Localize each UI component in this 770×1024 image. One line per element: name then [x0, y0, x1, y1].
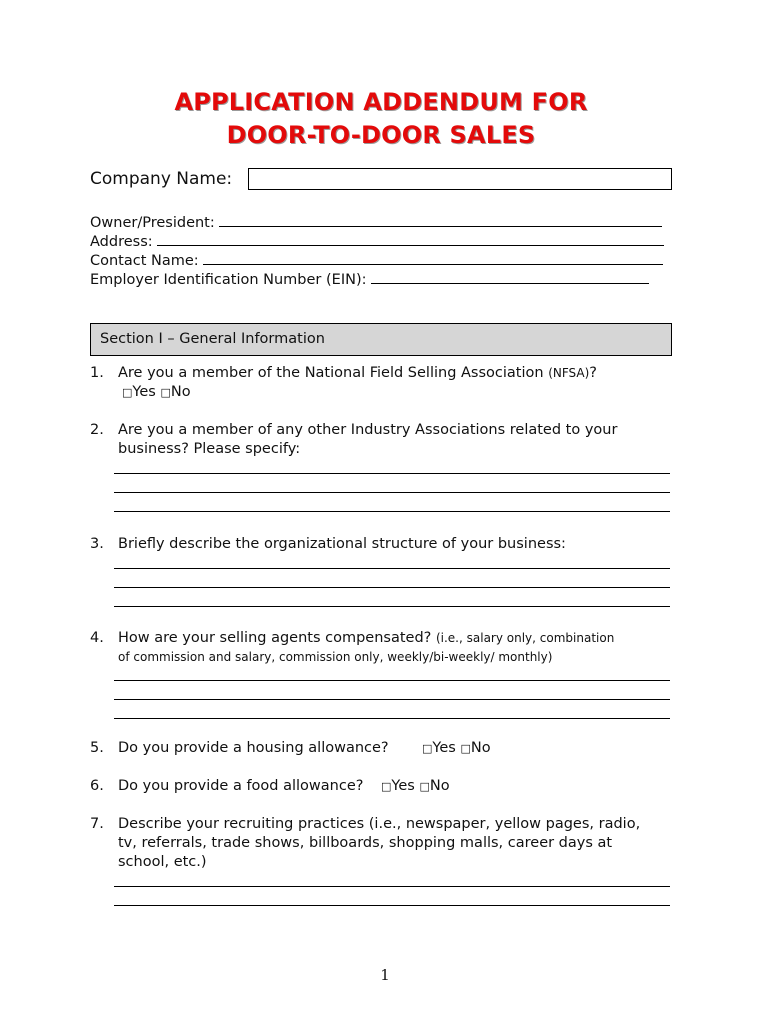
q4-answer-line-3[interactable] [114, 718, 670, 719]
q3-answer-line-1[interactable] [114, 568, 670, 569]
question-number: 5. [90, 740, 104, 756]
form-title [90, 86, 672, 152]
yes-label: Yes [432, 740, 456, 756]
title-line-2: DOOR-TO-DOOR SALES [226, 121, 536, 149]
contact-row [90, 251, 672, 271]
contact-label: Contact Name: [90, 253, 199, 269]
no-label: No [429, 778, 450, 794]
company-name-row [90, 168, 672, 192]
q2-answer-line-3[interactable] [114, 511, 670, 512]
question-text: Do you provide a housing allowance? [118, 740, 389, 756]
question-text-line-2: business? Please specify: [118, 441, 301, 457]
q4-answer-line-2[interactable] [114, 699, 670, 700]
q5-options [422, 739, 491, 758]
question-number: 1. [90, 365, 104, 381]
section-title: Section I – General Information [100, 331, 325, 347]
address-blank[interactable] [157, 232, 664, 246]
question-number: 7. [90, 816, 104, 832]
question-text: How are your selling agents compensated? [118, 630, 432, 646]
question-number: 3. [90, 536, 104, 552]
question-text-line-3: school, etc.) [118, 854, 207, 870]
contact-blank[interactable] [203, 251, 663, 265]
company-name-input[interactable] [248, 168, 672, 190]
yes-checkbox[interactable]: □ [381, 780, 392, 793]
q4-answer-line-1[interactable] [114, 680, 670, 681]
page-number: 1 [380, 966, 390, 984]
yes-label: Yes [132, 384, 156, 400]
q2-answer-line-1[interactable] [114, 473, 670, 474]
title-line-1: APPLICATION ADDENDUM FOR [174, 88, 588, 116]
yes-checkbox[interactable]: □ [122, 386, 133, 399]
yes-label: Yes [391, 778, 415, 794]
ein-row [90, 270, 672, 290]
address-label: Address: [90, 234, 153, 250]
nfsa-abbr: (NFSA) [548, 366, 590, 380]
question-note-2: of commission and salary, commission only, weekly/bi-weekly/ monthly) [118, 650, 553, 664]
question-text-line-2: tv, referrals, trade shows, billboards, shopping malls, career days at [118, 835, 613, 851]
question-number: 4. [90, 630, 104, 646]
question-text-line-1: Are you a member of any other Industry Associations related to your [118, 422, 618, 438]
no-checkbox[interactable]: □ [160, 386, 171, 399]
owner-row [90, 213, 672, 233]
owner-label: Owner/President: [90, 215, 215, 231]
ein-label: Employer Identification Number (EIN): [90, 272, 367, 288]
question-number: 2. [90, 422, 104, 438]
no-checkbox[interactable]: □ [460, 742, 471, 755]
q3-answer-line-2[interactable] [114, 587, 670, 588]
q7-answer-line-2[interactable] [114, 905, 670, 906]
q6-options [381, 777, 450, 796]
no-checkbox[interactable]: □ [419, 780, 430, 793]
question-text: Do you provide a food allowance? [118, 778, 364, 794]
q3-answer-line-3[interactable] [114, 606, 670, 607]
question-text-line-1: Describe your recruiting practices (i.e., newspaper, yellow pages, radio, [118, 816, 641, 832]
question-text: Briefly describe the organizational structure of your business: [118, 536, 566, 552]
q1-options [122, 383, 191, 402]
q7-answer-line-1[interactable] [114, 886, 670, 887]
section-header [90, 323, 672, 356]
ein-blank[interactable] [371, 270, 649, 284]
owner-blank[interactable] [219, 213, 662, 227]
question-text: Are you a member of the National Field Selling Association [118, 365, 544, 381]
q2-answer-line-2[interactable] [114, 492, 670, 493]
no-label: No [170, 384, 191, 400]
company-name-label: Company Name: [90, 169, 233, 189]
no-label: No [470, 740, 491, 756]
address-row [90, 232, 672, 252]
yes-checkbox[interactable]: □ [422, 742, 433, 755]
question-mark: ? [589, 365, 597, 381]
question-note-1: (i.e., salary only, combination [435, 631, 615, 645]
question-number: 6. [90, 778, 104, 794]
